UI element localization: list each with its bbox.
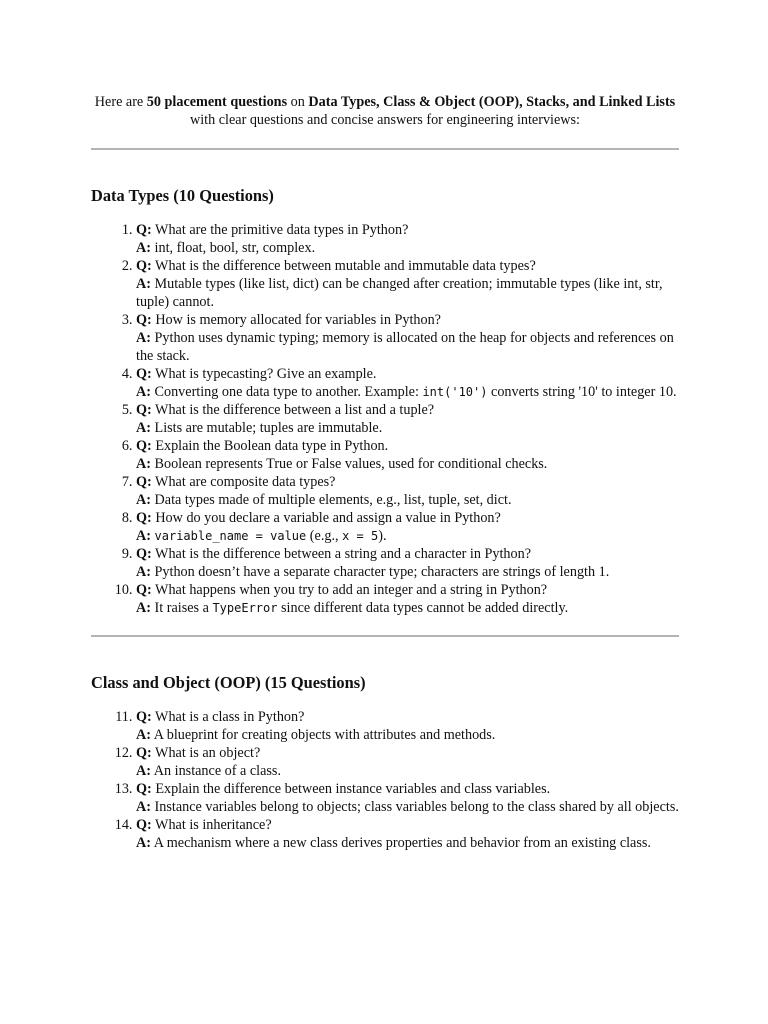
question-body: How do you declare a variable and assign a value in Python?: [151, 510, 501, 526]
answer-body: Converting one data type to another. Example:: [150, 384, 423, 400]
document-page: [91, 93, 679, 852]
answer-text: [136, 491, 679, 509]
answer-label: A:: [136, 420, 151, 436]
answer-text: [136, 834, 679, 852]
question-body: What is the difference between a string and a character in Python?: [151, 546, 531, 562]
answer-body: Mutable types (like list, dict) can be changed after creation; immutable types (like int, str, tuple) cannot.: [136, 276, 663, 310]
answer-text: [136, 455, 679, 473]
answer-text: [136, 527, 679, 545]
answer-body: Python doesn’t have a separate character type; characters are strings of length 1.: [150, 564, 610, 580]
question-item: [136, 311, 679, 365]
question-text: [136, 708, 679, 726]
question-body: Explain the difference between instance variables and class variables.: [151, 781, 551, 797]
intro-paragraph: [91, 93, 679, 129]
question-label: Q:: [136, 312, 152, 328]
question-text: [136, 257, 679, 275]
question-text: [136, 509, 679, 527]
inline-code: x = 5: [342, 529, 379, 543]
question-item: [136, 473, 679, 509]
answer-text: [136, 762, 679, 780]
question-label: Q:: [136, 817, 152, 833]
question-label: Q:: [136, 709, 152, 725]
question-body: What is an object?: [151, 745, 261, 761]
question-item: [136, 744, 679, 780]
question-label: Q:: [136, 546, 152, 562]
answer-label: A:: [136, 564, 151, 580]
inline-code: TypeError: [212, 601, 278, 615]
answer-label: A:: [136, 384, 151, 400]
question-body: How is memory allocated for variables in Python?: [151, 312, 441, 328]
answer-body: ).: [378, 528, 387, 544]
question-item: [136, 257, 679, 311]
question-text: [136, 780, 679, 798]
answer-body: converts string '10' to integer 10.: [487, 384, 677, 400]
section-title-oop: Class and Object (OOP) (15 Questions): [91, 673, 366, 692]
question-label: Q:: [136, 438, 152, 454]
question-label: Q:: [136, 258, 152, 274]
question-label: Q:: [136, 781, 152, 797]
answer-text: [136, 275, 679, 311]
question-text: [136, 221, 679, 239]
section-title-data-types: Data Types (10 Questions): [91, 186, 274, 205]
question-item: [136, 365, 679, 401]
question-item: [136, 437, 679, 473]
question-label: Q:: [136, 402, 152, 418]
question-text: [136, 365, 679, 383]
question-list-oop: [91, 708, 679, 852]
answer-body: A mechanism where a new class derives properties and behavior from an existing class.: [150, 835, 651, 851]
intro-tail: with clear questions and concise answers for engineering interviews:: [189, 112, 581, 128]
question-text: [136, 437, 679, 455]
question-body: Explain the Boolean data type in Python.: [151, 438, 389, 454]
section-divider: [91, 148, 679, 150]
answer-text: [136, 329, 679, 365]
question-body: What happens when you try to add an integer and a string in Python?: [151, 582, 548, 598]
answer-text: [136, 726, 679, 744]
answer-label: A:: [136, 492, 151, 508]
question-text: [136, 545, 679, 563]
section-divider: [91, 635, 679, 637]
answer-label: A:: [136, 799, 151, 815]
question-item: [136, 780, 679, 816]
answer-text: [136, 239, 679, 257]
question-body: What is a class in Python?: [151, 709, 305, 725]
answer-body: Lists are mutable; tuples are immutable.: [150, 420, 383, 436]
answer-label: A:: [136, 330, 151, 346]
answer-text: [136, 419, 679, 437]
question-item: [136, 509, 679, 545]
question-body: What are the primitive data types in Python?: [151, 222, 409, 238]
question-label: Q:: [136, 745, 152, 761]
question-text: [136, 401, 679, 419]
answer-label: A:: [136, 456, 151, 472]
inline-code: int('10'): [422, 385, 488, 399]
answer-body: Python uses dynamic typing; memory is allocated on the heap for objects and references on the stack.: [136, 330, 674, 364]
answer-body: A blueprint for creating objects with attributes and methods.: [150, 727, 496, 743]
answer-body: Data types made of multiple elements, e.g., list, tuple, set, dict.: [150, 492, 512, 508]
question-item: [136, 221, 679, 257]
question-body: What is typecasting? Give an example.: [151, 366, 377, 382]
question-item: [136, 581, 679, 617]
answer-text: [136, 798, 679, 816]
intro-count-phrase: 50 placement questions: [146, 94, 288, 110]
answer-body: since different data types cannot be added directly.: [277, 600, 569, 616]
question-label: Q:: [136, 222, 152, 238]
question-body: What is the difference between a list and a tuple?: [151, 402, 435, 418]
question-label: Q:: [136, 474, 152, 490]
question-text: [136, 473, 679, 491]
answer-label: A:: [136, 727, 151, 743]
answer-label: A:: [136, 240, 151, 256]
answer-body: Boolean represents True or False values, used for conditional checks.: [150, 456, 548, 472]
question-text: [136, 744, 679, 762]
answer-body: int, float, bool, str, complex.: [150, 240, 316, 256]
question-label: Q:: [136, 582, 152, 598]
question-list-data-types: [91, 221, 679, 617]
question-item: [136, 708, 679, 744]
question-label: Q:: [136, 366, 152, 382]
question-text: [136, 581, 679, 599]
intro-topics: Data Types, Class & Object (OOP), Stacks, and Linked Lists: [308, 94, 676, 110]
question-item: [136, 401, 679, 437]
question-text: [136, 311, 679, 329]
question-label: Q:: [136, 510, 152, 526]
answer-body: An instance of a class.: [150, 763, 281, 779]
answer-body: It raises a: [150, 600, 213, 616]
answer-text: [136, 599, 679, 617]
question-item: [136, 545, 679, 581]
inline-code: variable_name = value: [154, 529, 307, 543]
intro-on-word: on: [287, 94, 309, 110]
intro-lead: Here are: [94, 94, 147, 110]
answer-text: [136, 563, 679, 581]
question-body: What is the difference between mutable and immutable data types?: [151, 258, 536, 274]
answer-body: (e.g.,: [306, 528, 343, 544]
answer-label: A:: [136, 763, 151, 779]
question-item: [136, 816, 679, 852]
answer-label: A:: [136, 276, 151, 292]
answer-text: [136, 383, 679, 401]
answer-label: A:: [136, 528, 151, 544]
answer-label: A:: [136, 835, 151, 851]
question-body: What is inheritance?: [151, 817, 272, 833]
question-text: [136, 816, 679, 834]
answer-body: Instance variables belong to objects; class variables belong to the class shared by all objects.: [150, 799, 679, 815]
answer-label: A:: [136, 600, 151, 616]
question-body: What are composite data types?: [151, 474, 336, 490]
